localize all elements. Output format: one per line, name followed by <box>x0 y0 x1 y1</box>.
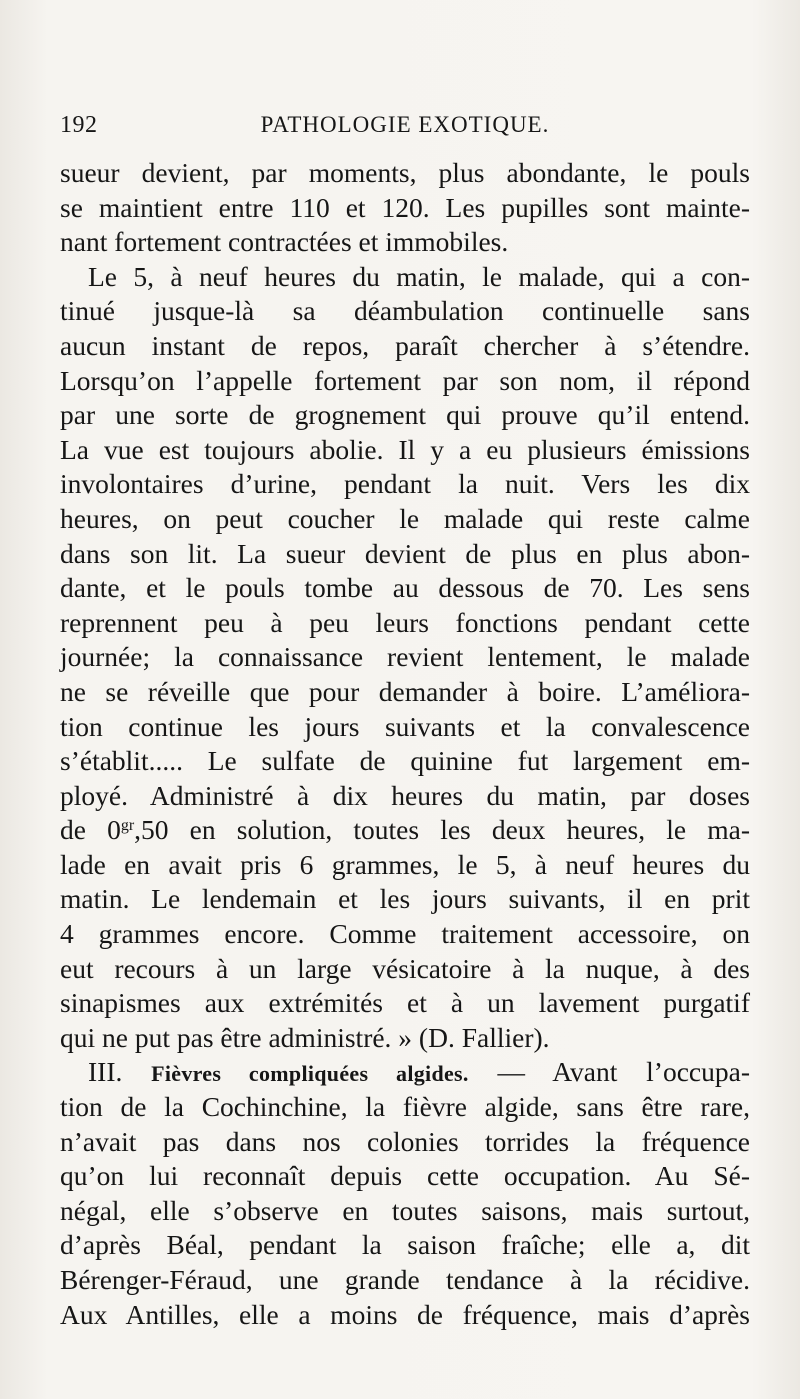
text-line: Aux Antilles, elle a moins de fréquence, mais d’après <box>60 1298 750 1330</box>
text-line: Lorsqu’on l’appelle fortement par son nom, il répond <box>60 364 750 396</box>
text-line: s’établit..... Le sulfate de quinine fut largement em- <box>60 745 750 777</box>
text-line: reprennent peu à peu leurs fonctions pendant cette <box>60 606 750 638</box>
text-line: par une sorte de grognement qui prouve qu’il entend. <box>60 399 750 431</box>
text-line: d’après Béal, pendant la saison fraîche; elle a, dit <box>60 1229 750 1261</box>
text-line: tion continue les jours suivants et la convalescence <box>60 710 750 742</box>
text-line: ployé. Administré à dix heures du matin, par doses <box>60 779 750 811</box>
text-line: eut recours à un large vésicatoire à la nuque, à des <box>60 952 750 984</box>
text-line: sinapismes aux extrémités et à un lavement purgatif <box>60 987 750 1019</box>
section-text: — Avant l’occupa- <box>468 1056 750 1088</box>
text-line: journée; la connaissance revient lentement, le malade <box>60 641 750 673</box>
text-line: se maintient entre 110 et 120. Les pupilles sont mainte- <box>60 191 750 223</box>
text-line: négal, elle s’observe en toutes saisons, mais surtout, <box>60 1194 750 1226</box>
section-title: Fièvres compliquées algides. <box>151 1061 469 1087</box>
text-line: 4 grammes encore. Comme traitement accessoire, on <box>60 918 750 950</box>
text-line: matin. Le lendemain et les jours suivants, il en prit <box>60 883 750 915</box>
text-line: qui ne put pas être administré. » (D. Fallier). <box>60 1021 550 1053</box>
text-line-dose <box>60 813 750 848</box>
section-number: III. <box>88 1056 152 1088</box>
text-line: aucun instant de repos, paraît chercher à s’étendre. <box>60 329 750 361</box>
running-title: PATHOLOGIE EXOTIQUE. <box>260 112 550 137</box>
page-header <box>60 112 750 146</box>
dose-rest: ,50 en solution, toutes les deux heures, le ma- <box>134 814 750 846</box>
dose-prefix: de 0 <box>60 814 121 846</box>
text-line: dante, et le pouls tombe au dessous de 70. Les sens <box>60 572 750 604</box>
section-heading-line <box>60 1055 750 1090</box>
text-line: dans son lit. La sueur devient de plus en plus abon- <box>60 537 750 569</box>
text-line: ne se réveille que pour demander à boire. L’améliora- <box>60 675 750 707</box>
text-line: La vue est toujours abolie. Il y a eu plusieurs émissions <box>60 433 750 465</box>
text-line: lade en avait pris 6 grammes, le 5, à neuf heures du <box>60 848 750 880</box>
text-line: n’avait pas dans nos colonies torrides la fréquence <box>60 1125 750 1157</box>
page-number: 192 <box>60 112 98 138</box>
text-line: sueur devient, par moments, plus abondante, le pouls <box>60 157 750 188</box>
text-line: qu’on lui reconnaît depuis cette occupation. Au Sé- <box>60 1160 750 1192</box>
text-line: Bérenger-Féraud, une grande tendance à la récidive. <box>60 1264 750 1295</box>
dose-unit: gr <box>120 817 135 835</box>
text-line: heures, on peut coucher le malade qui reste calme <box>60 502 750 534</box>
text-line: tinué jusque-là sa déambulation continuelle sans <box>60 295 750 327</box>
body-text <box>60 156 750 1332</box>
text-line: Le 5, à neuf heures du matin, le malade, qui a con- <box>88 260 750 292</box>
text-line: tion de la Cochinchine, la fièvre algide, sans être rare, <box>60 1091 750 1123</box>
text-line: nant fortement contractées et immobiles. <box>60 226 509 258</box>
text-line: involontaires d’urine, pendant la nuit. Vers les dix <box>60 468 750 500</box>
